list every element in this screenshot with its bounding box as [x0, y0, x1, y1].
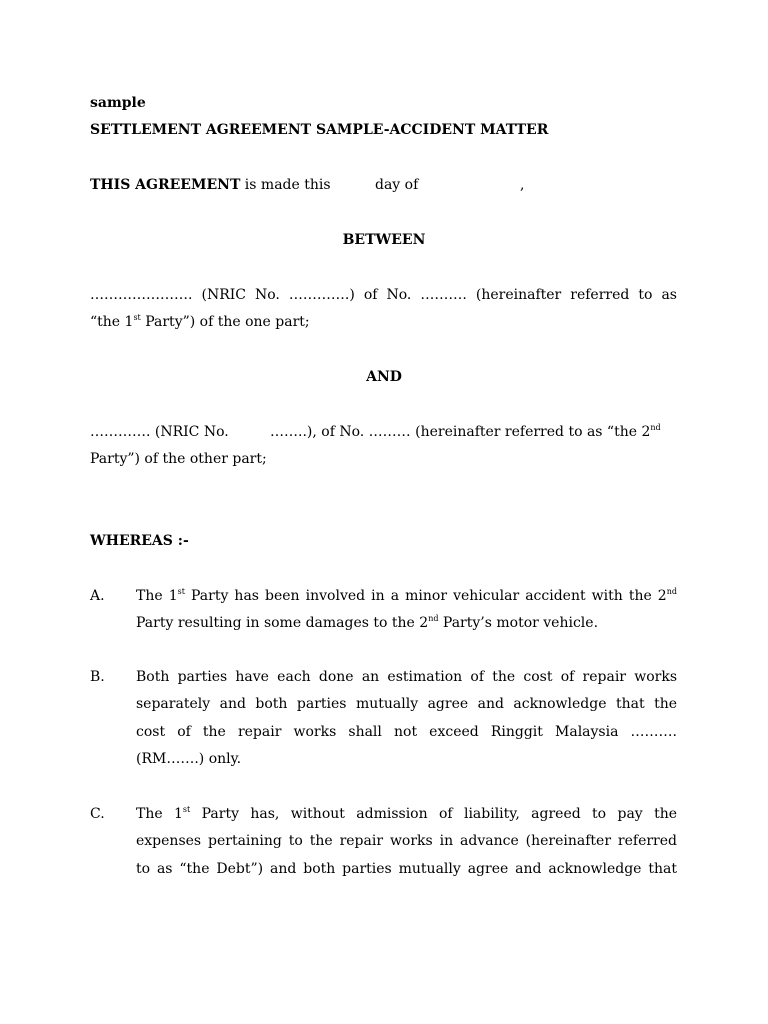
- clause-a-line1: [136, 587, 677, 605]
- whereas-heading: WHEREAS :-: [90, 533, 189, 549]
- clause-a-l2-a: Party resulting in some damages to the 2: [136, 615, 429, 631]
- clause-a-l2-b: Party’s motor vehicle.: [438, 615, 599, 631]
- party2-line1-a: …………. (NRIC No.: [90, 424, 229, 440]
- agreement-intro: [90, 176, 331, 194]
- clause-c-line3: to as “the Debt”) and both parties mutually agree and acknowledge that: [136, 861, 677, 877]
- clause-b-line2: separately and both parties mutually agree and acknowledge that the: [136, 696, 677, 712]
- intro-made: is made this: [240, 177, 331, 193]
- clause-b-line1: Both parties have each done an estimation of the cost of repair works: [136, 669, 677, 685]
- clause-c-l1-a: The 1: [136, 806, 183, 822]
- clause-a-l1-a: The 1: [136, 588, 178, 604]
- party1-line2-a: “the 1: [90, 314, 134, 330]
- intro-comma: ,: [520, 177, 525, 193]
- sample-label: sample: [90, 95, 146, 111]
- and-heading: AND: [366, 369, 402, 385]
- clause-c-letter: C.: [90, 806, 105, 822]
- party1-sup: st: [133, 313, 141, 322]
- between-heading: BETWEEN: [342, 232, 426, 248]
- clause-a-sup3: nd: [428, 614, 439, 623]
- party2-line2: Party”) of the other part;: [90, 451, 267, 467]
- party1-line1: …………………. (NRIC No. ………….) of No. ………. (hereinafter referred to as: [90, 287, 677, 303]
- clause-c-l1-b: Party has, without admission of liability, agreed to pay the: [190, 806, 677, 822]
- clause-b-line3: cost of the repair works shall not exceed Ringgit Malaysia ……….: [136, 724, 677, 740]
- clause-a-l1-b: Party has been involved in a minor vehicular accident with the 2: [184, 588, 667, 604]
- clause-a-sup1: st: [177, 587, 185, 596]
- party2-line1-text: ……..), of No. ……… (hereinafter referred to as “the 2: [270, 424, 651, 440]
- party2-line1-b: [270, 423, 661, 441]
- clause-c-line1: [136, 805, 677, 823]
- intro-day-of: day of: [375, 177, 419, 193]
- clause-c-sup: st: [182, 805, 191, 814]
- clause-a-letter: A.: [90, 588, 105, 604]
- clause-a-line2: [136, 614, 598, 632]
- intro-bold: THIS AGREEMENT: [90, 177, 241, 193]
- clause-b-line4: (RM…….) only.: [136, 751, 242, 767]
- party2-sup: nd: [650, 423, 661, 432]
- clause-b-letter: B.: [90, 669, 105, 685]
- document-title: SETTLEMENT AGREEMENT SAMPLE-ACCIDENT MATTER: [90, 122, 549, 138]
- party1-line2: [90, 313, 310, 331]
- clause-c-line2: expenses pertaining to the repair works in advance (hereinafter referred: [136, 833, 677, 849]
- clause-a-sup2: nd: [666, 587, 677, 596]
- party1-line2-b: Party”) of the one part;: [140, 314, 310, 330]
